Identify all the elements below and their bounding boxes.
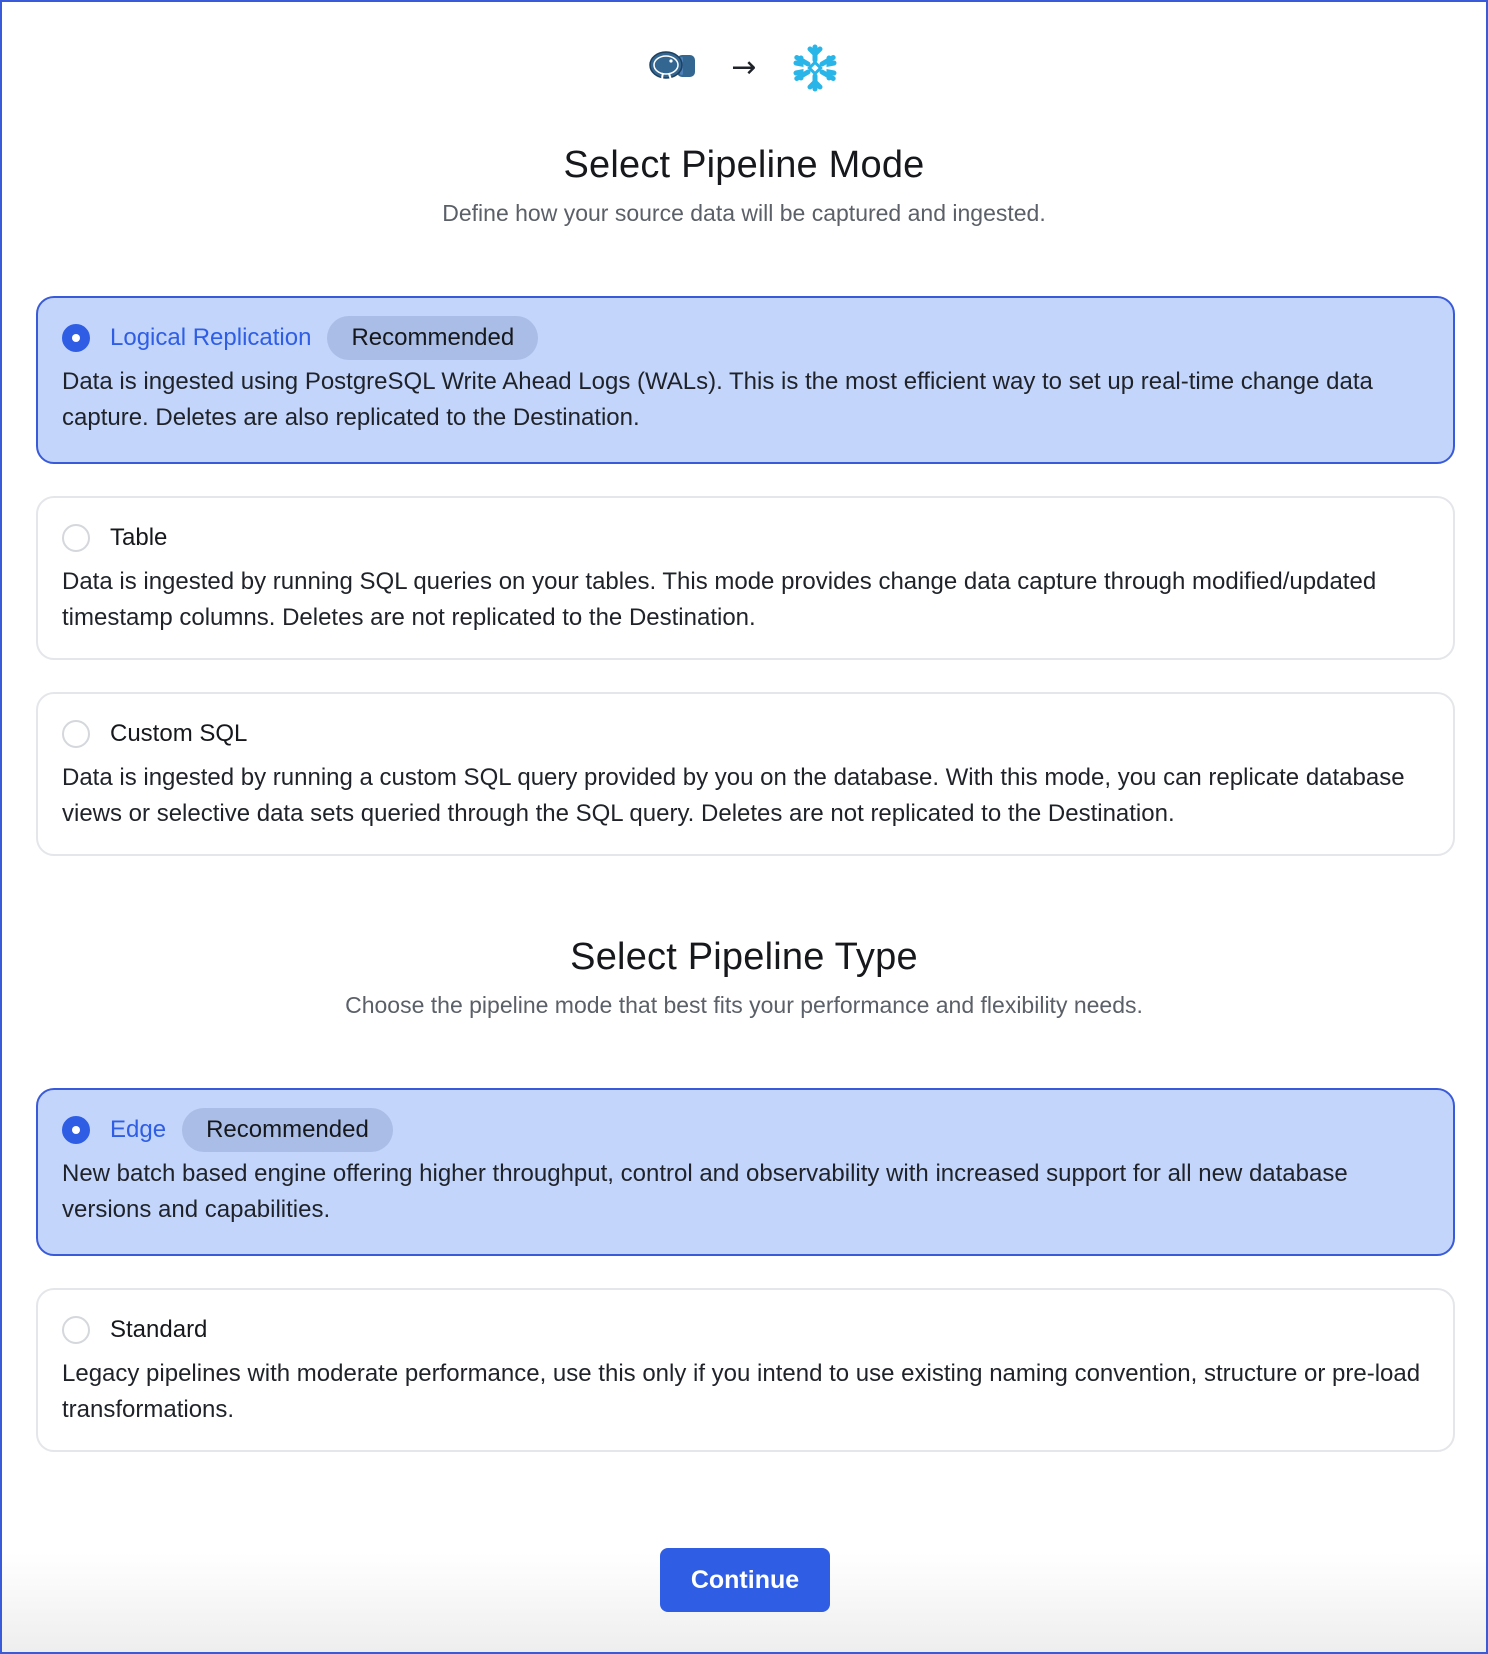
mode-option-logical-replication[interactable] bbox=[36, 296, 1455, 464]
option-description: Data is ingested by running SQL queries on your tables. This mode provides change data capture through modified/updated timestamp columns. Deletes are not replicated to the Destination. bbox=[62, 568, 1377, 631]
option-label: Table bbox=[110, 524, 168, 551]
option-description: Data is ingested by running a custom SQL query provided by you on the database. With this mode, you can replicate database views or selective data sets queried through the SQL query. Deletes are not replicated to the Destination. bbox=[62, 764, 1405, 827]
option-description: New batch based engine offering higher throughput, control and observability with increased support for all new database versions and capabilities. bbox=[62, 1160, 1348, 1223]
radio-selected-icon[interactable] bbox=[62, 324, 90, 352]
type-option-standard[interactable] bbox=[36, 1288, 1455, 1452]
option-label: Standard bbox=[110, 1316, 208, 1343]
radio-selected-icon[interactable] bbox=[62, 1116, 90, 1144]
snowflake-icon bbox=[789, 42, 841, 94]
radio-unselected-icon[interactable] bbox=[62, 524, 90, 552]
option-label: Edge bbox=[110, 1116, 167, 1143]
type-option-edge[interactable] bbox=[36, 1088, 1455, 1256]
option-description: Data is ingested using PostgreSQL Write Ahead Logs (WALs). This is the most efficient way to set up real-time change data capture. Deletes are also replicated to the Destination. bbox=[62, 368, 1373, 431]
mode-option-table[interactable] bbox=[36, 496, 1455, 660]
pipeline-mode-title: Select Pipeline Mode bbox=[563, 144, 925, 186]
postgresql-elephant-icon bbox=[647, 42, 699, 94]
pipeline-type-subtitle: Choose the pipeline mode that best fits your performance and flexibility needs. bbox=[345, 992, 1143, 1018]
arrow-right-icon: → bbox=[731, 50, 757, 85]
mode-option-custom-sql[interactable] bbox=[36, 692, 1455, 856]
pipeline-mode-subtitle: Define how your source data will be captured and ingested. bbox=[442, 200, 1046, 226]
continue-button[interactable]: Continue bbox=[660, 1548, 830, 1612]
radio-unselected-icon[interactable] bbox=[62, 1316, 90, 1344]
source-destination-logos bbox=[2, 42, 1486, 94]
option-label: Custom SQL bbox=[110, 720, 248, 747]
recommended-badge: Recommended bbox=[327, 316, 538, 360]
recommended-badge: Recommended bbox=[182, 1108, 393, 1152]
radio-unselected-icon[interactable] bbox=[62, 720, 90, 748]
pipeline-type-title: Select Pipeline Type bbox=[570, 936, 918, 978]
option-description: Legacy pipelines with moderate performance, use this only if you intend to use existing naming convention, structure or pre-load transformations. bbox=[62, 1360, 1421, 1423]
option-label: Logical Replication bbox=[110, 324, 312, 351]
